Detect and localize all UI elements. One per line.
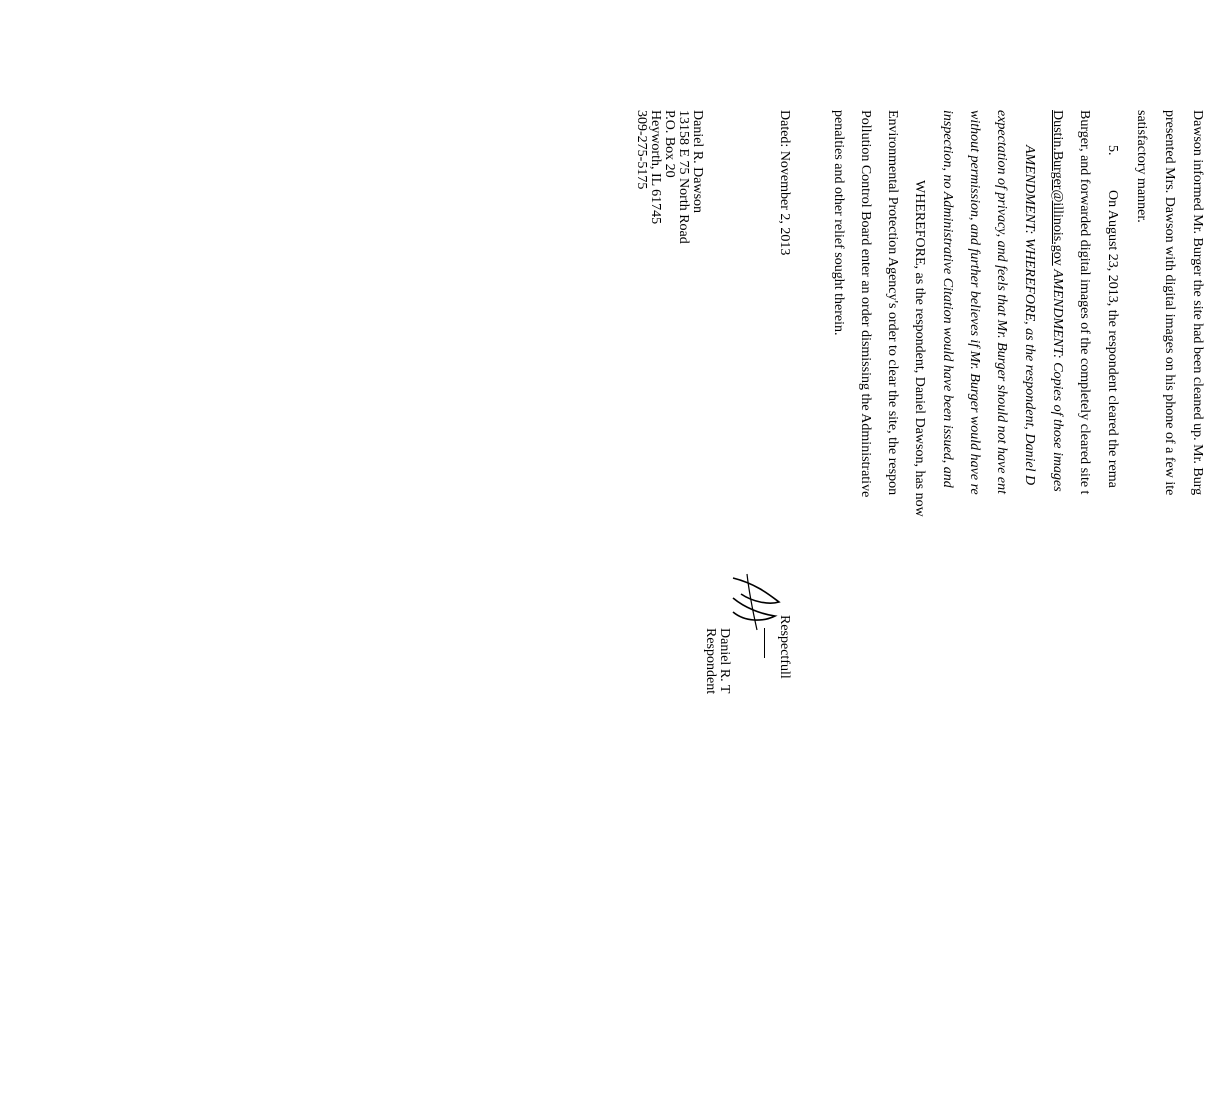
respectfully-label: Respectfull xyxy=(777,615,792,679)
paragraph5-line-6: without permission, and further believes if Mr. Burger would have re xyxy=(967,110,982,495)
paragraph5-line-7: inspection, no Administrative Citation would have been issued, and xyxy=(940,110,955,488)
handwritten-signature xyxy=(725,572,785,632)
wherefore-line-1: WHEREFORE, as the respondent, Daniel Dawson, has now xyxy=(912,180,927,517)
address-phone: 309-275-5175 xyxy=(634,110,649,190)
address-city: Heyworth, IL 61745 xyxy=(648,110,663,225)
wherefore-line-2: Environmental Protection Agency's order to clear the site, the respon xyxy=(885,110,900,496)
paragraph5-line-4: AMENDMENT: WHEREFORE, as the respondent, Daniel D xyxy=(1022,145,1037,486)
dated-line: Dated: November 2, 2013 xyxy=(777,110,792,256)
wherefore-line-4: penalties and other relief sought therein. xyxy=(831,110,846,336)
wherefore-line-3: Pollution Control Board enter an order dismissing the Administrative xyxy=(858,110,873,498)
paragraph5-line-3 xyxy=(1049,110,1065,492)
address-po-box: P.O. Box 20 xyxy=(662,110,677,178)
continuation-line-3: satisfactory manner. xyxy=(1134,110,1149,223)
email-link[interactable]: Dustin.Burger@illinois.gov xyxy=(1050,110,1065,266)
signer-name: Daniel R. T xyxy=(717,628,732,694)
address-name: Daniel R. Dawson xyxy=(690,110,705,214)
paragraph5-line-2: Burger, and forwarded digital images of the completely cleared site t xyxy=(1077,110,1092,495)
paragraph-number: 5. xyxy=(1105,145,1120,156)
continuation-line-2: presented Mrs. Dawson with digital images on his phone of a few ite xyxy=(1162,110,1177,496)
address-street: 13158 E 75 North Road xyxy=(676,110,691,244)
continuation-line-1: Dawson informed Mr. Burger the site had been cleaned up. Mr. Burg xyxy=(1190,110,1205,496)
paragraph5-line-1: On August 23, 2013, the respondent cleared the rema xyxy=(1105,190,1120,488)
signature-rule xyxy=(764,628,765,658)
amendment-text: AMENDMENT: Copies of those images xyxy=(1050,269,1065,492)
paragraph5-line-5: expectation of privacy, and feels that Mr. Burger should not have ent xyxy=(994,110,1009,495)
signer-role: Respondent xyxy=(703,628,718,695)
